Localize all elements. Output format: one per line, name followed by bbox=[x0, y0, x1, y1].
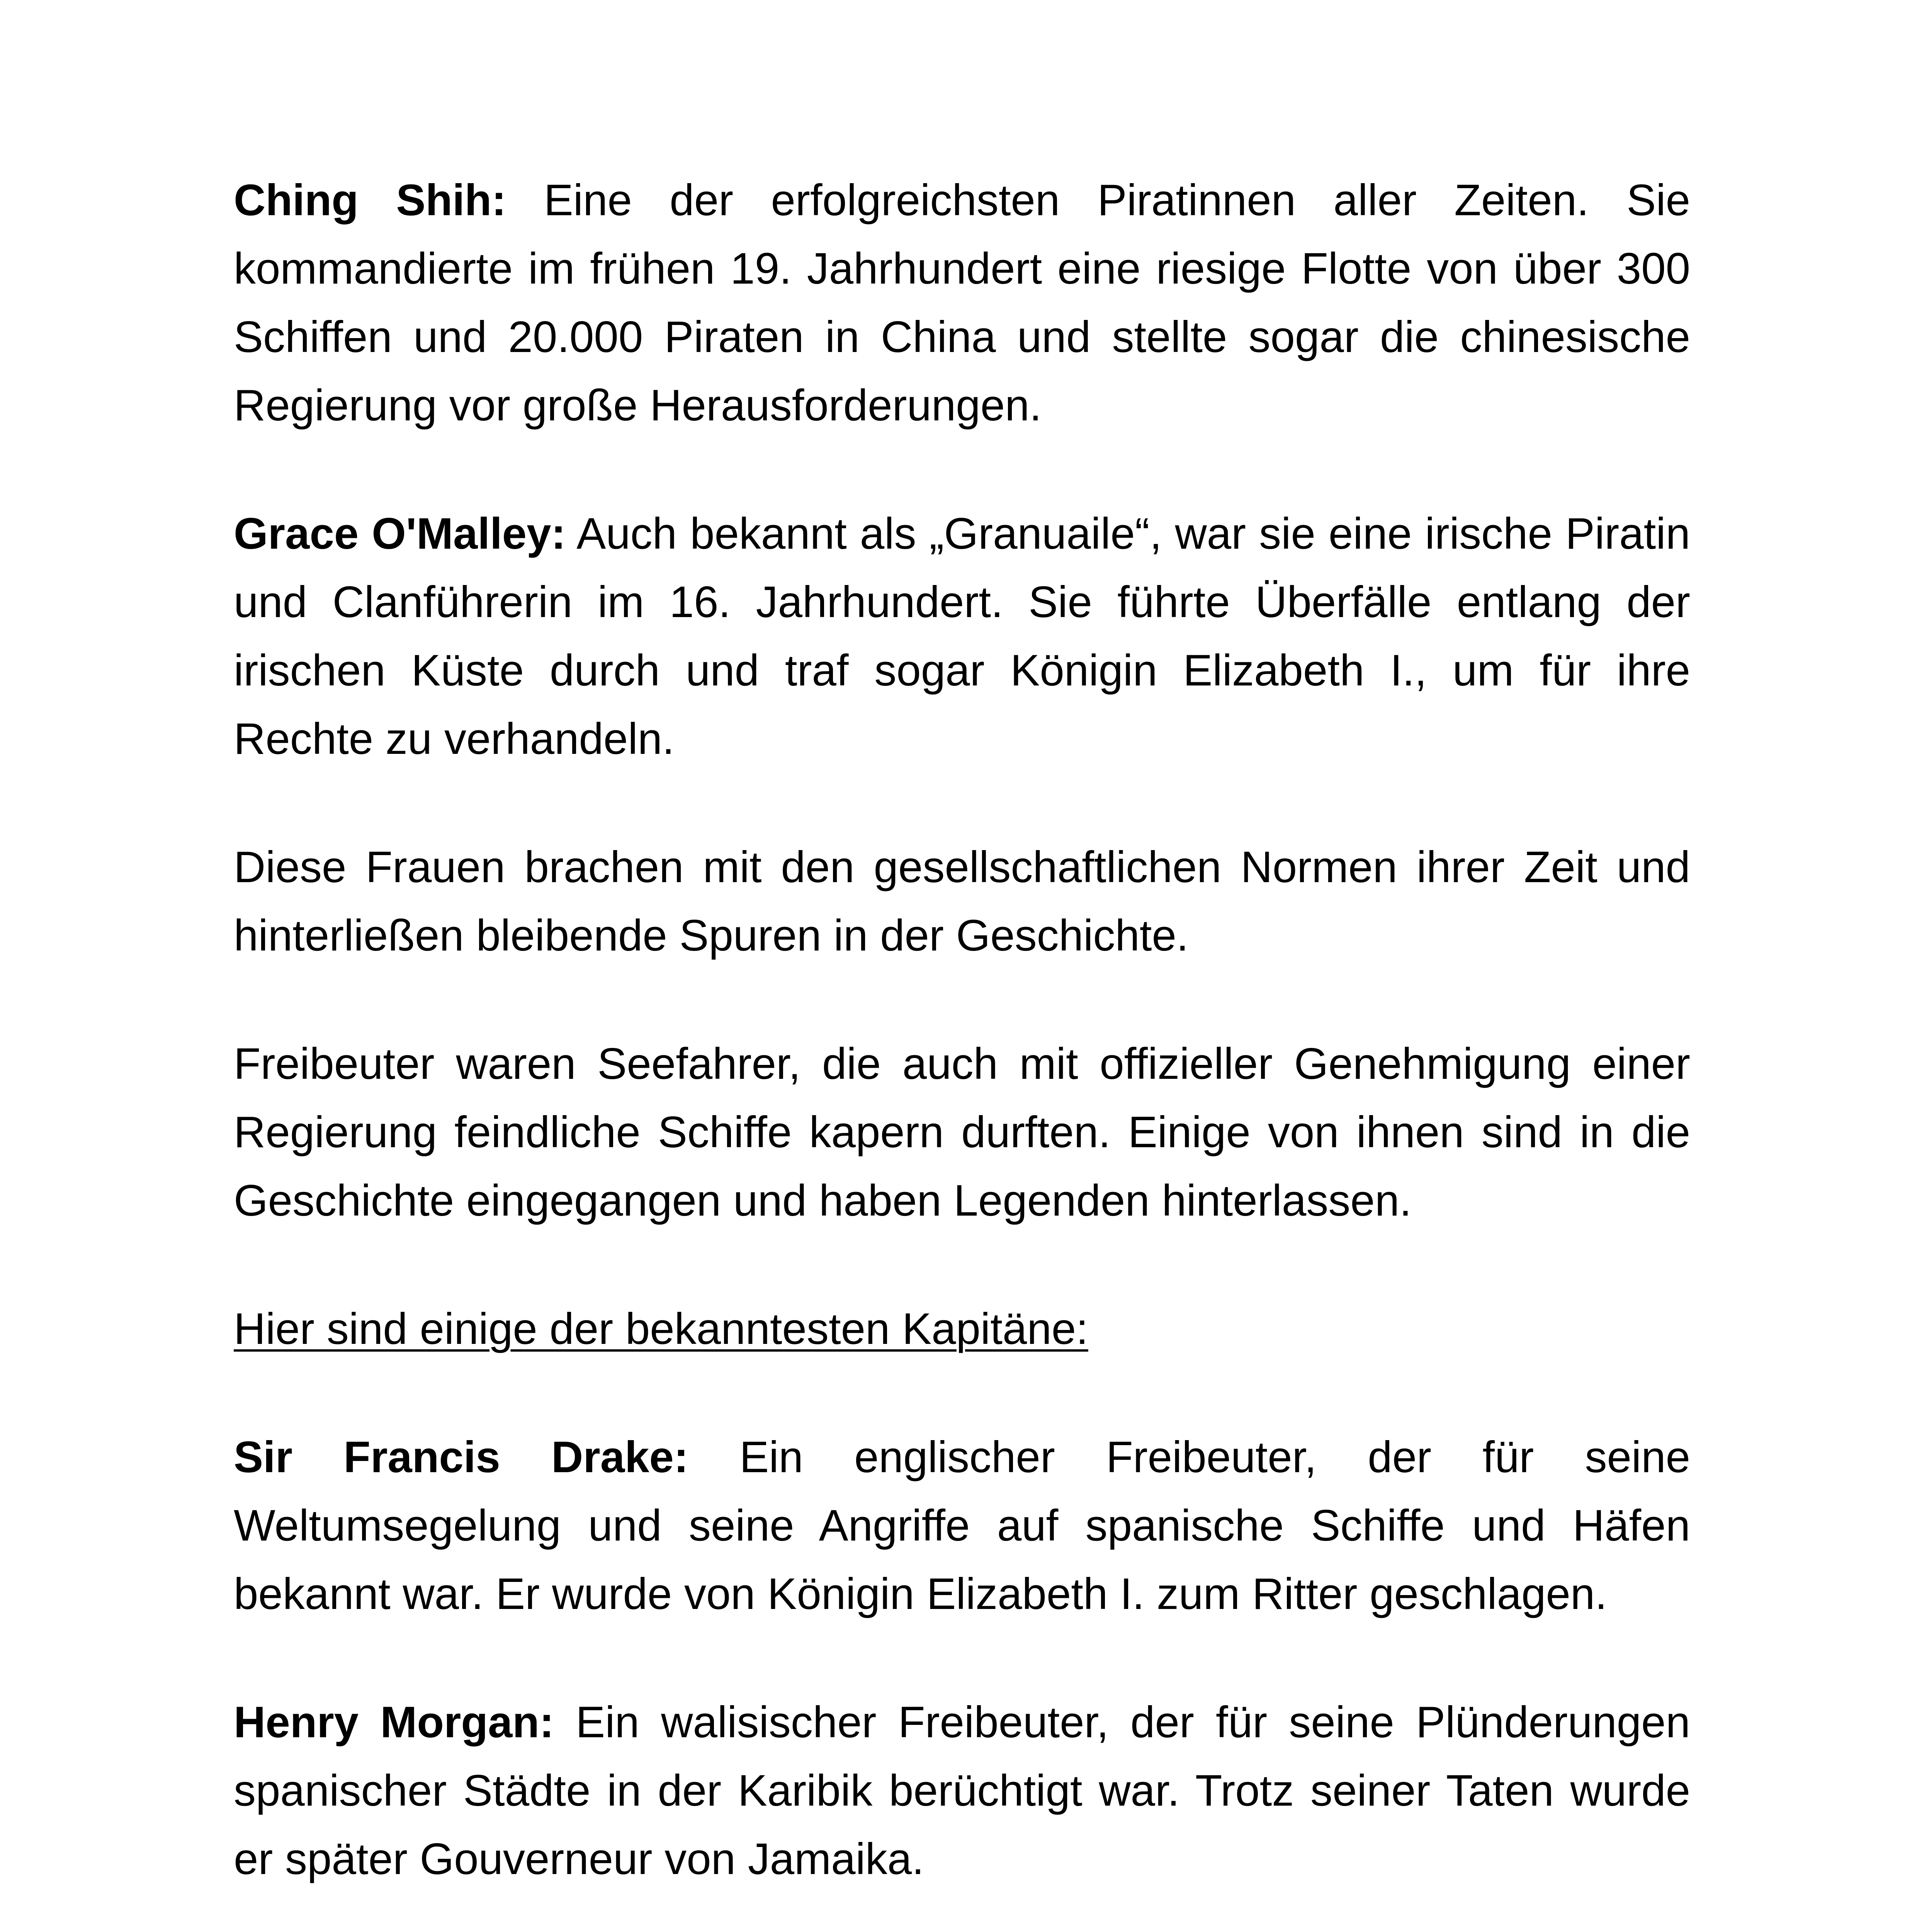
term-henry-morgan: Henry Morgan: bbox=[234, 1698, 554, 1747]
paragraph-privateers-intro bbox=[234, 1030, 1690, 1235]
paragraph-women-summary bbox=[234, 833, 1690, 970]
paragraph-francis-drake bbox=[234, 1423, 1690, 1628]
description-grace-omalley: Auch bekannt als „Granuaile“, war sie eine irische Piratin und Clanführerin im 16. Jahrhundert. Sie führte Überfälle entlang der irischen Küste durch und traf sogar Königin Elizabeth I., um für ihre Rechte zu verhandeln. bbox=[234, 509, 1690, 764]
term-ching-shih: Ching Shih: bbox=[234, 176, 506, 225]
paragraph-grace-omalley bbox=[234, 500, 1690, 773]
description-ching-shih: Eine der erfolgreichsten Piratinnen aller Zeiten. Sie kommandierte im frühen 19. Jahrhundert eine riesige Flotte von über 300 Schiffen und 20.000 Piraten in China und stellte sogar die chinesische Regierung vor große Herausforderungen. bbox=[234, 176, 1690, 430]
women-summary-text: Diese Frauen brachen mit den gesellschaftlichen Normen ihrer Zeit und hinterließen bleibende Spuren in der Geschichte. bbox=[234, 843, 1690, 960]
description-henry-morgan: Ein walisischer Freibeuter, der für seine Plünderungen spanischer Städte in der Karibik berüchtigt war. Trotz seiner Taten wurde er später Gouverneur von Jamaika. bbox=[234, 1698, 1690, 1884]
captains-subheading: Hier sind einige der bekanntesten Kapitäne: bbox=[234, 1304, 1088, 1354]
paragraph-henry-morgan bbox=[234, 1688, 1690, 1893]
paragraph-ching-shih bbox=[234, 166, 1690, 440]
term-francis-drake: Sir Francis Drake: bbox=[234, 1433, 688, 1482]
page-content bbox=[234, 166, 1690, 1932]
description-francis-drake: Ein englischer Freibeuter, der für seine Weltumsegelung und seine Angriffe auf spanische Schiffe und Häfen bekannt war. Er wurde von Königin Elizabeth I. zum Ritter geschlagen. bbox=[234, 1433, 1690, 1619]
term-grace-omalley: Grace O'Malley: bbox=[234, 509, 566, 558]
privateers-intro-text: Freibeuter waren Seefahrer, die auch mit offizieller Genehmigung einer Regierung feindliche Schiffe kapern durften. Einige von ihnen sind in die Geschichte eingegangen und haben Legenden hinterlassen. bbox=[234, 1039, 1690, 1225]
